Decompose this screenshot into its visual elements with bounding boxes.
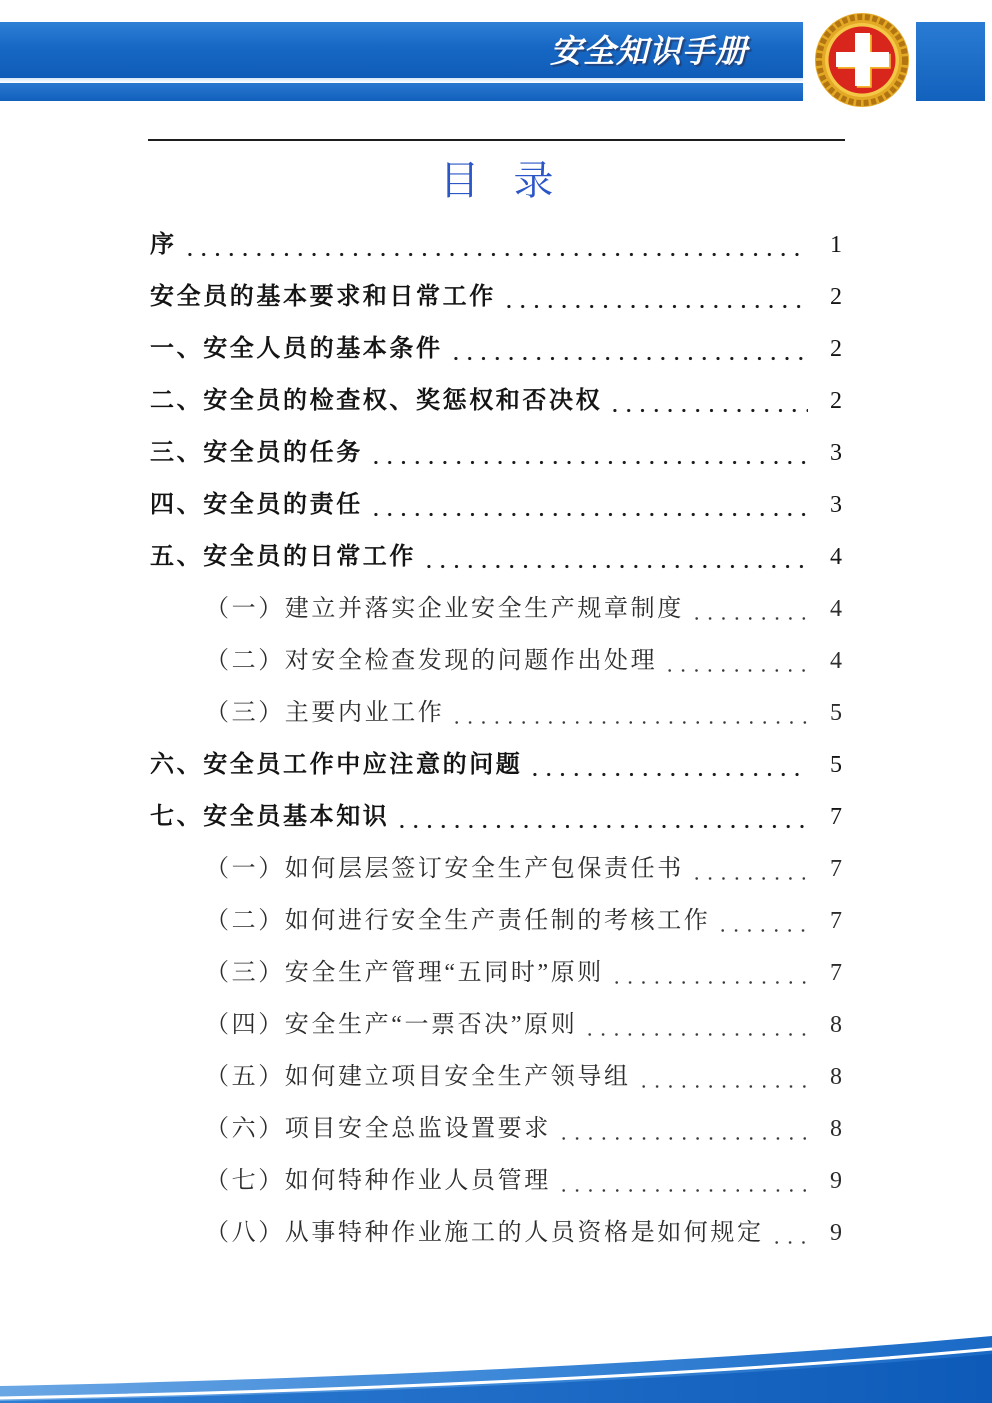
toc-entry-label: （三）安全生产管理“五同时”原则 [205, 960, 604, 986]
toc-page-number: 8 [830, 1116, 842, 1142]
toc-entry-label: 五、安全员的日常工作 [150, 544, 416, 570]
toc-dot-leader [395, 824, 808, 829]
toc-dot-leader [637, 1084, 808, 1089]
toc-row [150, 1051, 842, 1103]
toc-dot-leader [610, 980, 808, 985]
toc-page-number: 3 [830, 492, 842, 518]
toc-page-number: 4 [830, 544, 842, 570]
toc-row [150, 791, 842, 843]
header-title: 安全知识手册 [550, 32, 749, 70]
toc-page-number: 7 [830, 908, 842, 934]
toc-page-number: 9 [830, 1220, 842, 1246]
toc-entry-label: 二、安全员的检查权、奖惩权和否决权 [150, 388, 603, 414]
toc-row [150, 271, 842, 323]
toc-dot-leader [770, 1240, 808, 1245]
toc-entry-label: 四、安全员的责任 [150, 492, 363, 518]
toc-page-number: 4 [830, 648, 842, 674]
toc-row [150, 323, 842, 375]
toc-row [150, 479, 842, 531]
toc-row [150, 427, 842, 479]
toc-page-number: 1 [830, 232, 842, 258]
toc-list [150, 219, 842, 1259]
toc-row [150, 1207, 842, 1259]
header-rule [148, 139, 845, 141]
toc-row [150, 947, 842, 999]
toc-page-number: 7 [830, 856, 842, 882]
header-banner-lower [0, 83, 803, 101]
toc-page-number: 3 [830, 440, 842, 466]
toc-entry-label: 三、安全员的任务 [150, 440, 363, 466]
toc-row [150, 635, 842, 687]
toc-dot-leader [369, 512, 808, 517]
toc-row [150, 843, 842, 895]
toc-row [150, 375, 842, 427]
toc-entry-label: （二）对安全检查发现的问题作出处理 [205, 648, 658, 674]
toc-entry-label: 序 [150, 232, 177, 258]
toc-page-number: 9 [830, 1168, 842, 1194]
toc-dot-leader [528, 772, 808, 777]
header-right-block [916, 22, 985, 101]
toc-entry-label: 安全员的基本要求和日常工作 [150, 284, 496, 310]
toc-dot-leader [502, 304, 808, 309]
toc-dot-leader [716, 928, 808, 933]
toc-entry-label: 七、安全员基本知识 [150, 804, 390, 830]
toc-dot-leader [690, 876, 808, 881]
toc-page-number: 8 [830, 1064, 842, 1090]
toc-title: 目 录 [439, 158, 566, 203]
toc-page-number: 5 [830, 752, 842, 778]
toc-entry-label: （六）项目安全总监设置要求 [205, 1116, 551, 1142]
toc-dot-leader [663, 668, 808, 673]
toc-dot-leader [449, 356, 808, 361]
toc-page-number: 7 [830, 804, 842, 830]
toc-entry-label: （三）主要内业工作 [205, 700, 445, 726]
toc-dot-leader [690, 616, 808, 621]
toc-row [150, 1103, 842, 1155]
toc-row [150, 999, 842, 1051]
toc-dot-leader [422, 564, 808, 569]
toc-page-number: 5 [830, 700, 842, 726]
toc-entry-label: （一）如何层层签订安全生产包保责任书 [205, 856, 684, 882]
toc-row [150, 583, 842, 635]
toc-entry-label: （八）从事特种作业施工的人员资格是如何规定 [205, 1220, 764, 1246]
toc-row [150, 739, 842, 791]
toc-dot-leader [450, 720, 808, 725]
toc-page-number: 7 [830, 960, 842, 986]
toc-entry-label: （四）安全生产“一票否决”原则 [205, 1012, 578, 1038]
toc-row [150, 1155, 842, 1207]
toc-page-number: 2 [830, 284, 842, 310]
toc-dot-leader [557, 1188, 808, 1193]
toc-page-number: 2 [830, 336, 842, 362]
toc-page-number: 4 [830, 596, 842, 622]
toc-row [150, 219, 842, 271]
safety-cross-emblem-icon [812, 10, 912, 110]
toc-page-number: 8 [830, 1012, 842, 1038]
toc-entry-label: （二）如何进行安全生产责任制的考核工作 [205, 908, 711, 934]
toc-row [150, 687, 842, 739]
toc-dot-leader [608, 408, 808, 413]
toc-dot-leader [369, 460, 808, 465]
toc-entry-label: 六、安全员工作中应注意的问题 [150, 752, 523, 778]
toc-entry-label: （七）如何特种作业人员管理 [205, 1168, 551, 1194]
toc-dot-leader [557, 1136, 808, 1141]
toc-entry-label: 一、安全人员的基本条件 [150, 336, 443, 362]
toc-entry-label: （一）建立并落实企业安全生产规章制度 [205, 596, 684, 622]
toc-page-number: 2 [830, 388, 842, 414]
toc-row [150, 531, 842, 583]
toc-entry-label: （五）如何建立项目安全生产领导组 [205, 1064, 631, 1090]
footer-wave-decoration [0, 1330, 992, 1403]
toc-dot-leader [183, 252, 808, 257]
toc-dot-leader [583, 1032, 808, 1037]
toc-row [150, 895, 842, 947]
